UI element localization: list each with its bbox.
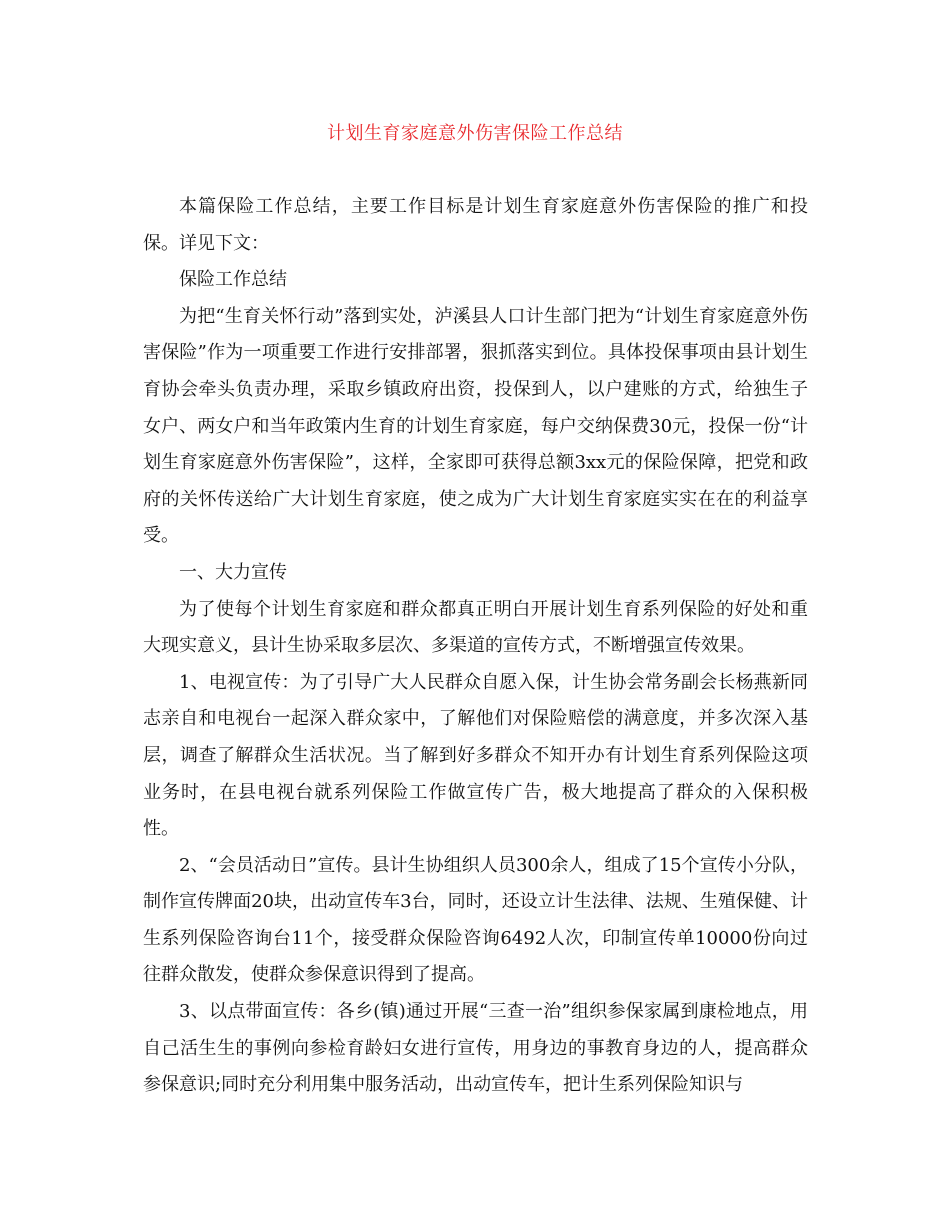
intro-paragraph: 本篇保险工作总结，主要工作目标是计划生育家庭意外伤害保险的推广和投保。详见下文： — [143, 196, 808, 254]
list-item-member-day: 2、“会员活动日”宣传。县计生协组织人员300余人，组成了15个宣传小分队，制作宣传牌面20块，出动宣传车3台，同时，还设立计生法律、法规、生殖保健、计生系列保险咨询台11个，接受群众保险咨询6492人次，印制宣传单10000份向过往群众散发，使群众参保意识得到了提高。 — [143, 854, 808, 986]
section-heading-summary: 保险工作总结 — [179, 269, 287, 291]
body-paragraph: 为了使每个计划生育家庭和群众都真正明白开展计划生育系列保险的好处和重大现实意义，县计生协采取多层次、多渠道的宣传方式，不断增强宣传效果。 — [143, 598, 808, 657]
section-heading-publicity: 一、大力宣传 — [179, 561, 287, 583]
list-item-point-to-area: 3、以点带面宣传：各乡(镇)通过开展“三查一治”组织参保家属到康检地点，用自己活生生的事例向参检育龄妇女进行宣传，用身边的事教育身边的人，提高群众参保意识;同时充分利用集中服务活动，出动宣传车，把计生系列保险知识与 — [143, 1001, 808, 1096]
document-body — [143, 189, 808, 1104]
document-title: 计划生育家庭意外伤害保险工作总结 — [327, 123, 623, 144]
list-item-tv-publicity: 1、电视宣传：为了引导广大人民群众自愿入保，计生协会常务副会长杨燕新同志亲自和电视台一起深入群众家中，了解他们对保险赔偿的满意度，并多次深入基层，调查了解群众生活状况。当了解到好多群众不知开办有计划生育系列保险这项业务时，在县电视台就系列保险工作做宣传广告，极大地提高了群众的入保积极性。 — [143, 671, 808, 840]
body-paragraph: 为把“生育关怀行动”落到实处，泸溪县人口计生部门把为“计划生育家庭意外伤害保险”作为一项重要工作进行安排部署，狠抓落实到位。具体投保事项由县计划生育协会牵头负责办理，采取乡镇政府出资，投保到人，以户建账的方式，给独生子女户、两女户和当年政策内生育的计划生育家庭，每户交纳保费30元，投保一份“计划生育家庭意外伤害保险”，这样，全家即可获得总额3xx元的保险保障，把党和政府的关怀传送给广大计划生育家庭，使之成为广大计划生育家庭实实在在的利益享受。 — [143, 305, 808, 547]
